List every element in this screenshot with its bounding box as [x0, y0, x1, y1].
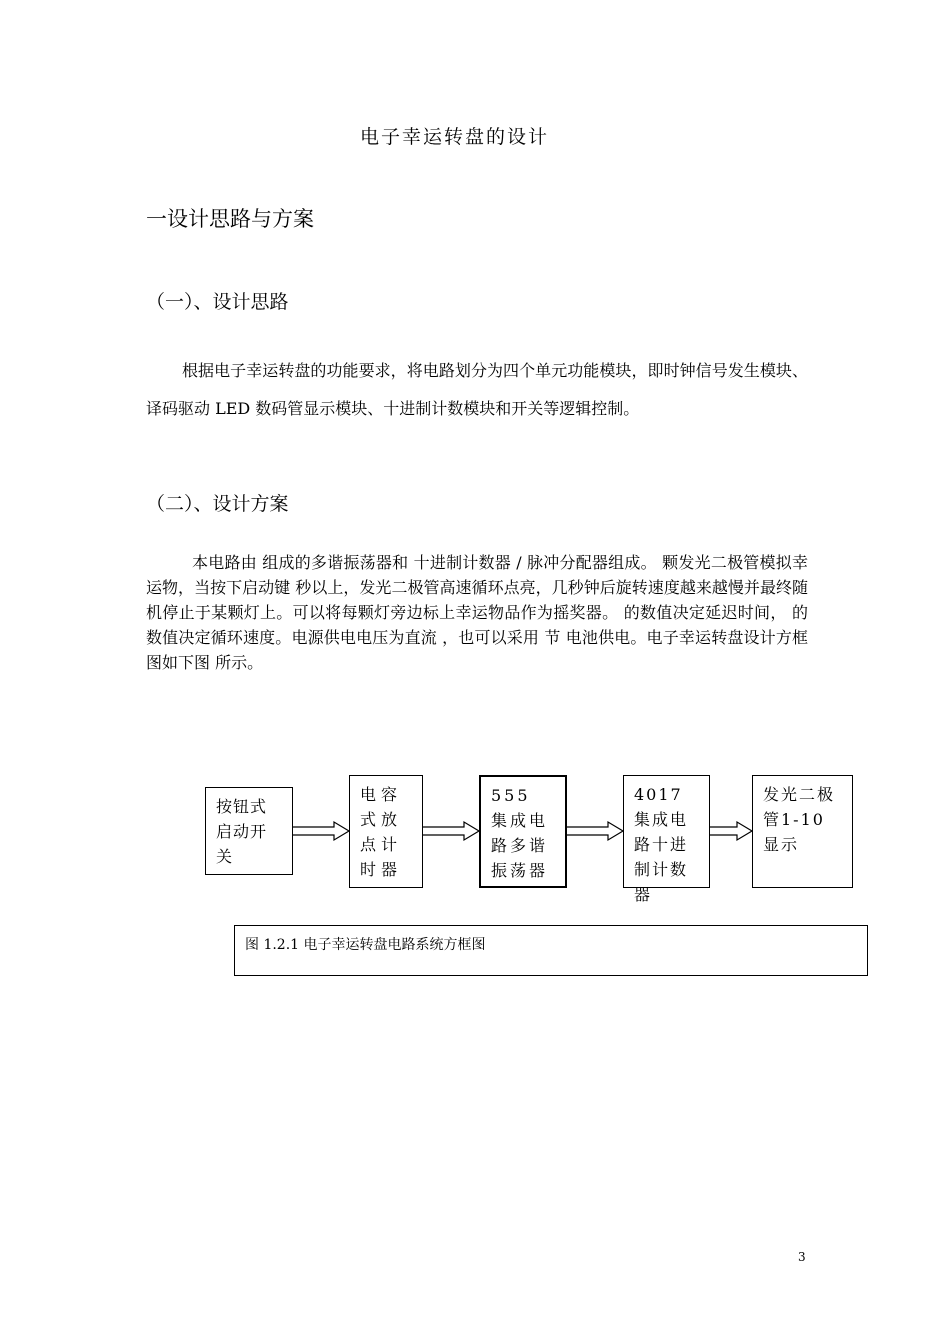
subsection-heading-design-plan: （二）、设计方案 — [146, 493, 289, 515]
page-number: 3 — [798, 1250, 806, 1264]
document-title: 电子幸运转盘的设计 — [360, 126, 550, 148]
figure-caption: 图 1.2.1 电子幸运转盘电路系统方框图 — [234, 925, 868, 976]
paragraph-design-idea: 根据电子幸运转盘的功能要求，将电路划分为四个单元功能模块，即时钟信号发生模块、译码驱动 LED 数码管显示模块、十进制计数模块和开关等逻辑控制。 — [146, 361, 808, 418]
section-heading: 一设计思路与方案 — [146, 207, 314, 231]
diagram-block-leds: 发光二极管1-10显示 — [752, 775, 853, 888]
arrow-2 — [422, 822, 479, 840]
arrow-1 — [292, 822, 349, 840]
diagram-block-timer: 电容式放点计时器 — [349, 775, 423, 888]
arrow-4 — [709, 822, 752, 840]
diagram-block-oscillator: 555 集成电路多谐振荡器 — [479, 775, 567, 888]
diagram-block-start-switch: 按钮式启动开关 — [205, 787, 293, 875]
arrow-3 — [566, 822, 623, 840]
paragraph-design-plan: 本电路由 组成的多谐振荡器和 十进制计数器 / 脉冲分配器组成。 颗发光二极管模拟幸运物，当按下启动键 秒以上，发光二极管高速循环点亮，几秒钟后旋转速度越来越慢并最终随机停止于某颗灯上。可以将每颗灯旁边标上幸运物品作为摇奖器。 的数值决定延迟时间， 的数值决定循环速度。电源供电电压为直流 ，也可以采用 节 电池供电。电子幸运转盘设计方框图如下图 所示。 — [146, 553, 808, 672]
diagram-block-counter: 4017集成电路十进制计数器 — [623, 775, 710, 888]
subsection-heading-design-idea: （一）、设计思路 — [146, 291, 289, 313]
